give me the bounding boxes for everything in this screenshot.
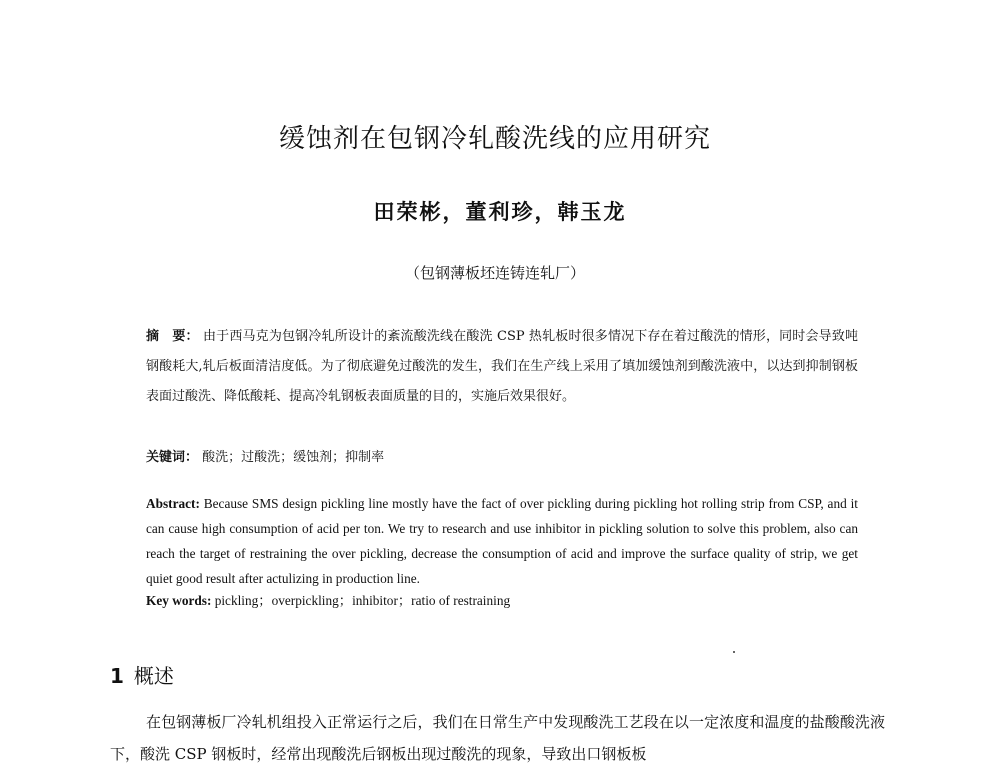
chinese-keywords-text: 酸洗；过酸洗；缓蚀剂；抑制率: [202, 450, 385, 465]
section-title: 概述: [133, 664, 174, 688]
chinese-abstract-text: 由于西马克为包钢冷轧所设计的紊流酸洗线在酸洗 CSP 热轧板时很多情况下存在着过酸洗的情形，同时会导致吨钢酸耗大,轧后板面清洁度低。为了彻底避免过酸洗的发生，我们在生产线上采用了填加缓蚀剂到酸洗液中，以达到抑制钢板表面过酸洗、降低酸耗、提高冷轧钢板表面质量的目的，实施后效果很好。: [146, 329, 858, 404]
scan-speck: [733, 651, 735, 653]
english-keywords-label: Key words:: [146, 593, 212, 608]
english-abstract: [146, 491, 858, 591]
affiliation: （包钢薄板坯连铸连轧厂）: [404, 264, 585, 282]
english-abstract-label: Abstract:: [146, 496, 200, 511]
chinese-keywords-label: 关键词：: [146, 450, 199, 465]
chinese-abstract: [146, 322, 858, 412]
english-abstract-text: Because SMS design pickling line mostly have the fact of over pickling during pickling hot rolling strip from CSP, and it can cause high consumption of acid per ton. We try to research and use inhibitor in pickling solution to solve this problem, also can reach the target of restraining the over pickling, decrease the consumption of acid and improve the surface quality of strip, we get quiet good result after actulizing in production line.: [146, 496, 858, 586]
section-heading: [110, 660, 174, 689]
section-number: 1: [110, 664, 124, 688]
section-paragraph: 在包钢薄板厂冷轧机组投入正常运行之后，我们在日常生产中发现酸洗工艺段在以一定浓度和温度的盐酸酸洗液下，酸洗 CSP 钢板时，经常出现酸洗后钢板出现过酸洗的现象，导致出口钢板板: [110, 713, 885, 763]
paper-title: 缓蚀剂在包钢冷轧酸洗线的应用研究: [278, 124, 711, 154]
chinese-keywords: [146, 448, 858, 468]
chinese-abstract-label: 摘 要：: [146, 329, 199, 344]
english-keywords-text: pickling；overpickling；inhibitor；ratio of restraining: [214, 593, 511, 608]
english-keywords: [146, 591, 858, 611]
authors: 田荣彬，董利珍，韩玉龙: [373, 199, 627, 224]
